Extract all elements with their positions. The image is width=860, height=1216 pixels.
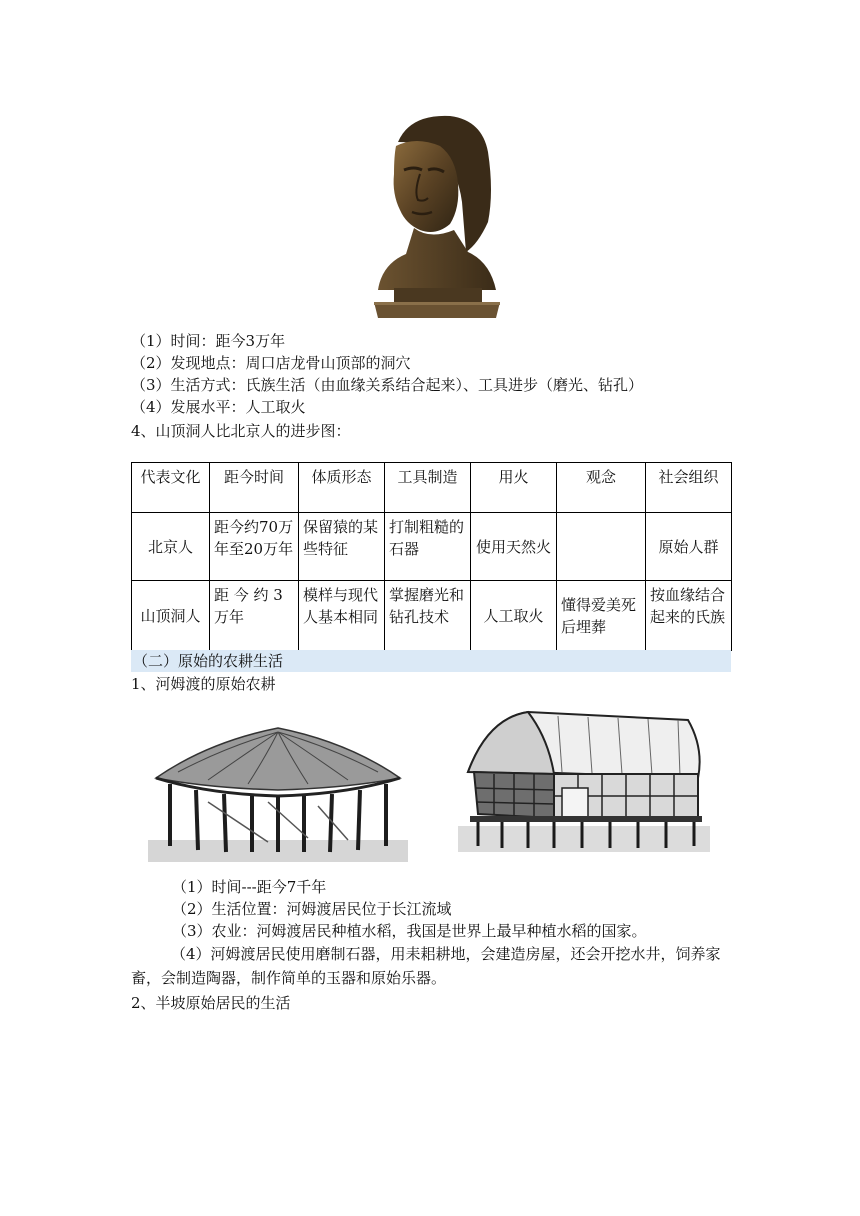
table-cell: 懂得爱美死后埋葬 — [557, 581, 646, 651]
table-cell: 打制粗糙的石器 — [385, 513, 471, 581]
comparison-table — [131, 462, 732, 651]
table-header-cell: 代表文化 — [132, 463, 210, 513]
table-header-cell: 用火 — [471, 463, 557, 513]
table-cell: 距 今 约 3万年 — [210, 581, 299, 651]
table-header-cell: 距今时间 — [210, 463, 299, 513]
banpo-heading: 2、半坡原始居民的生活 — [131, 994, 291, 1012]
table-header-cell: 体质形态 — [299, 463, 385, 513]
table-cell: 人工取火 — [471, 581, 557, 651]
table-cell: 原始人群 — [646, 513, 732, 581]
table-cell — [557, 513, 646, 581]
upper-cave-lifestyle: （3）生活方式：氏族生活（由血缘关系结合起来）、工具进步（磨光、钻孔） — [131, 376, 644, 394]
table-header-cell: 社会组织 — [646, 463, 732, 513]
upper-cave-location: （2）发现地点：周口店龙骨山顶部的洞穴 — [131, 354, 411, 372]
table-row — [132, 581, 732, 651]
hemudu-stilt-house-image — [458, 708, 710, 858]
table-cell: 距今约70万年至20万年 — [210, 513, 299, 581]
table-cell: 北京人 — [132, 513, 210, 581]
upper-cave-level: （4）发展水平：人工取火 — [131, 398, 306, 416]
section-title: （二）原始的农耕生活 — [131, 650, 731, 672]
table-cell: 模样与现代人基本相同 — [299, 581, 385, 651]
hemudu-paragraph: （4）河姆渡居民使用磨制石器，用耒耜耕地，会建造房屋，还会开挖水井，饲养家畜，会制造陶器，制作简单的玉器和原始乐器。 — [131, 945, 721, 987]
hemudu-round-hut-image — [148, 722, 408, 862]
comparison-heading: 4、山顶洞人比北京人的进步图： — [131, 422, 351, 440]
table-cell: 山顶洞人 — [132, 581, 210, 651]
hemudu-heading: 1、河姆渡的原始农耕 — [131, 675, 276, 693]
hemudu-time: （1）时间---距今7千年 — [172, 878, 327, 896]
upper-cave-time: （1）时间：距今3万年 — [131, 332, 286, 350]
hemudu-agriculture: （3）农业：河姆渡居民种植水稻，我国是世界上最早种植水稻的国家。 — [172, 922, 647, 940]
upper-cave-man-bust-image — [370, 112, 504, 322]
table-cell: 掌握磨光和钻孔技术 — [385, 581, 471, 651]
table-row — [132, 513, 732, 581]
hemudu-location: （2）生活位置：河姆渡居民位于长江流域 — [172, 900, 452, 918]
table-cell: 按血缘结合起来的氏族 — [646, 581, 732, 651]
table-cell: 使用天然火 — [471, 513, 557, 581]
table-header-row — [132, 463, 732, 513]
table-header-cell: 观念 — [557, 463, 646, 513]
table-header-cell: 工具制造 — [385, 463, 471, 513]
table-cell: 保留猿的某些特征 — [299, 513, 385, 581]
